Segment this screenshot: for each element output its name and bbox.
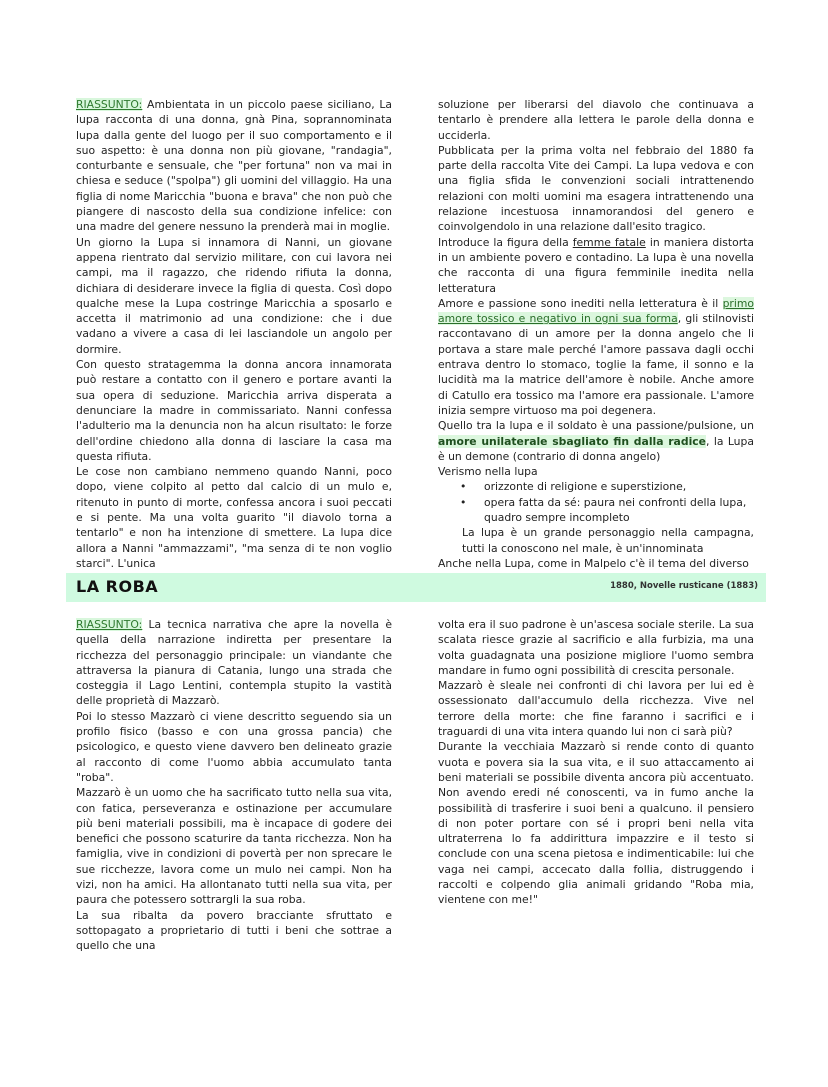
summary-label: RIASSUNTO: <box>76 98 143 111</box>
summary-label: RIASSUNTO: <box>76 618 143 631</box>
paragraph: RIASSUNTO: La tecnica narrativa che apre la novella è quella della narrazione indiretta per presentare la ricchezza del personaggio principale: un viandante che attraversa la pianura di Catania, lungo una strada che costeggia il Lago Lentini, contempla stupito la vastità delle proprietà di Mazzarò. <box>76 618 392 708</box>
paragraph: Mazzarò è sleale nei confronti di chi lavora per lui ed è ossessionato dall'accumulo della ricchezza. Vive nel terrore della morte: che fine faranno i sacrifici e i traguardi di una vita intera quando lui non ci sarà più? <box>438 679 754 739</box>
femme-fatale-term: femme fatale <box>572 235 646 249</box>
paragraph: volta era il suo padrone è un'ascesa sociale sterile. La sua scalata riesce grazie al sacrificio e alla furbizia, ma una volta guadagnata una posizione migliore l'uomo sembra mandare in fumo ogni possibilità di crescita personale. <box>438 618 754 677</box>
paragraph: Con questo stratagemma la donna ancora innamorata può restare a contatto con il genero e portare avanti la sua opera di seduzione. Maricchia arriva disperata a denunciare la madre in commissariato. Nanni confessa l'adulterio ma la denuncia non ha alcun risultato: le forze dell'ordine chiedono alla donna di lasciare la casa ma questa rifiuta. <box>76 358 392 463</box>
paragraph: soluzione per liberarsi del diavolo che continuava a tentarlo è prendere alla lettera le parole della donna e ucciderla. <box>438 98 754 142</box>
paragraph: Le cose non cambiano nemmeno quando Nanni, poco dopo, viene colpito al petto dal calcio di un mulo e, ritenuto in punto di morte, confessa ancora i suoi peccati e si pente. Ma una volta guarito "il diavolo torna a tentarlo" e non ha intenzione di smettere. La lupa dice allora a Nanni "ammazzami", "ma senza di te non voglio starci". L'unica <box>76 465 392 570</box>
bottom-left-column <box>76 617 392 954</box>
list-item: • opera fatta da sé: paura nei confronti della lupa, quadro sempre incompleto <box>484 495 754 526</box>
highlighted-bold-phrase: amore unilaterale sbagliato fin dalla radice <box>438 434 706 448</box>
section-title: LA ROBA <box>76 577 159 596</box>
paragraph: Amore e passione sono inediti nella letteratura è il primo amore tossico e negativo in ogni sua forma, gli stilnovisti raccontavano di un amore per la donna angelo che li portava a stare male perché l'amore passava dagli occhi entrava dentro lo stomaco, toglie la fame, il sonno e la lucidità ma la matrice dell'amore è nobile. Anche amore di Catullo era tossico ma l'amore era passionale. L'amore inizia sempre virtuoso ma poi degenera. <box>438 296 754 417</box>
list-item: • orizzonte di religione e superstizione, <box>484 479 754 494</box>
section-header <box>66 573 766 602</box>
highlighted-phrase: primo amore tossico e negativo in ogni sua forma <box>438 296 754 326</box>
bottom-right-column <box>438 617 754 908</box>
paragraph: Quello tra la lupa e il soldato è una passione/pulsione, un amore unilaterale sbagliato fin dalla radice, la Lupa è un demone (contrario di donna angelo) <box>438 419 754 463</box>
paragraph: Anche nella Lupa, come in Malpelo c'è il tema del diverso <box>438 556 749 570</box>
paragraph: Introduce la figura della femme fatale in maniera distorta in un ambiente povero e contadino. La lupa è una novella che racconta di una figura femminile inedita nella letteratura <box>438 235 754 295</box>
paragraph: RIASSUNTO: Ambientata in un piccolo paese siciliano, La lupa racconta di una donna, gnà Pina, soprannominata lupa dalla gente del luogo per il suo comportamento e il suo aspetto: è una donna non più giovane, "randagia", conturbante e sensuale, che "per fortuna" non va mai in chiesa e seduce ("spolpa") gli uomini del villaggio. Ha una figlia di nome Maricchia "buona e brava" che non può che piangere di nascosto della sua condizione infelice: con una madre del genere nessuno la prenderà mai in moglie. <box>76 98 392 234</box>
section-meta: 1880, Novelle rusticane (1883) <box>610 581 758 591</box>
top-right-column <box>438 97 754 571</box>
paragraph: Pubblicata per la prima volta nel febbraio del 1880 fa parte della raccolta Vite dei Campi. La lupa vedova e con una figlia sfida le convenzioni sociali intrattenendo relazioni con molti uomini ma esagera intrattenendo una relazione incestuosa innamorandosi del genero e coinvolgendolo in una relazione dall'esito tragico. <box>438 143 754 234</box>
paragraph: Mazzarò è un uomo che ha sacrificato tutto nella sua vita, con fatica, perseveranza e ostinazione per accumulare più beni materiali possibili, ma è incapace di godere dei benefici che possono scaturire da tanta ricchezza. Non ha famiglia, vive in condizioni di povertà per non sprecare le sue ricchezze, lavora come un mulo nei campi. Non ha vizi, non ha amici. Ha allontanato tutti nella sua vita, per paura che potessero sottrargli la sua roba. <box>76 786 392 907</box>
top-left-column <box>76 97 392 571</box>
paragraph: Un giorno la Lupa si innamora di Nanni, un giovane appena rientrato dal servizio militare, con cui lavora nei campi, ma il ragazzo, che ridendo rifiuta la donna, dichiara di desiderare invece la figlia di questa. Così dopo qualche mese la Lupa costringe Maricchia a sposarlo e accetta il matrimonio ad una condizione: che i due vadano a vivere a casa di lei lasciandole un angolo per dormire. <box>76 235 392 356</box>
paragraph: Poi lo stesso Mazzarò ci viene descritto seguendo sia un profilo fisico (basso e con una grossa pancia) che psicologico, e questo viene davvero ben delineato grazie al racconto di come l'uomo abbia accumulato tanta "roba". <box>76 709 392 784</box>
paragraph: La lupa è un grande personaggio nella campagna, tutti la conoscono nel male, è un'innominata <box>462 526 754 555</box>
bullet-list <box>438 479 754 525</box>
paragraph: Durante la vecchiaia Mazzarò si rende conto di quanto vuota e povera sia la sua vita, e il suo attaccamento ai beni materiali se possibile diventa ancora più accentuato. Non avendo eredi né conoscenti, va in fumo anche la possibilità di trasferire i suoi beni a qualcuno. il pensiero di non poter portare con sé i propri beni nella vita ultraterrena lo fa addirittura impazzire e il testo si conclude con una scena pietosa e indimenticabile: lui che vaga nei campi, accecato dalla follia, distruggendo i raccolti e colpendo glia animali gridando "Roba mia, vientene con me!" <box>438 740 754 907</box>
paragraph: La sua ribalta da povero bracciante sfruttato e sottopagato a proprietario di tutti i beni che sottrae a quello che una <box>76 908 392 953</box>
paragraph: Verismo nella lupa <box>438 465 538 479</box>
